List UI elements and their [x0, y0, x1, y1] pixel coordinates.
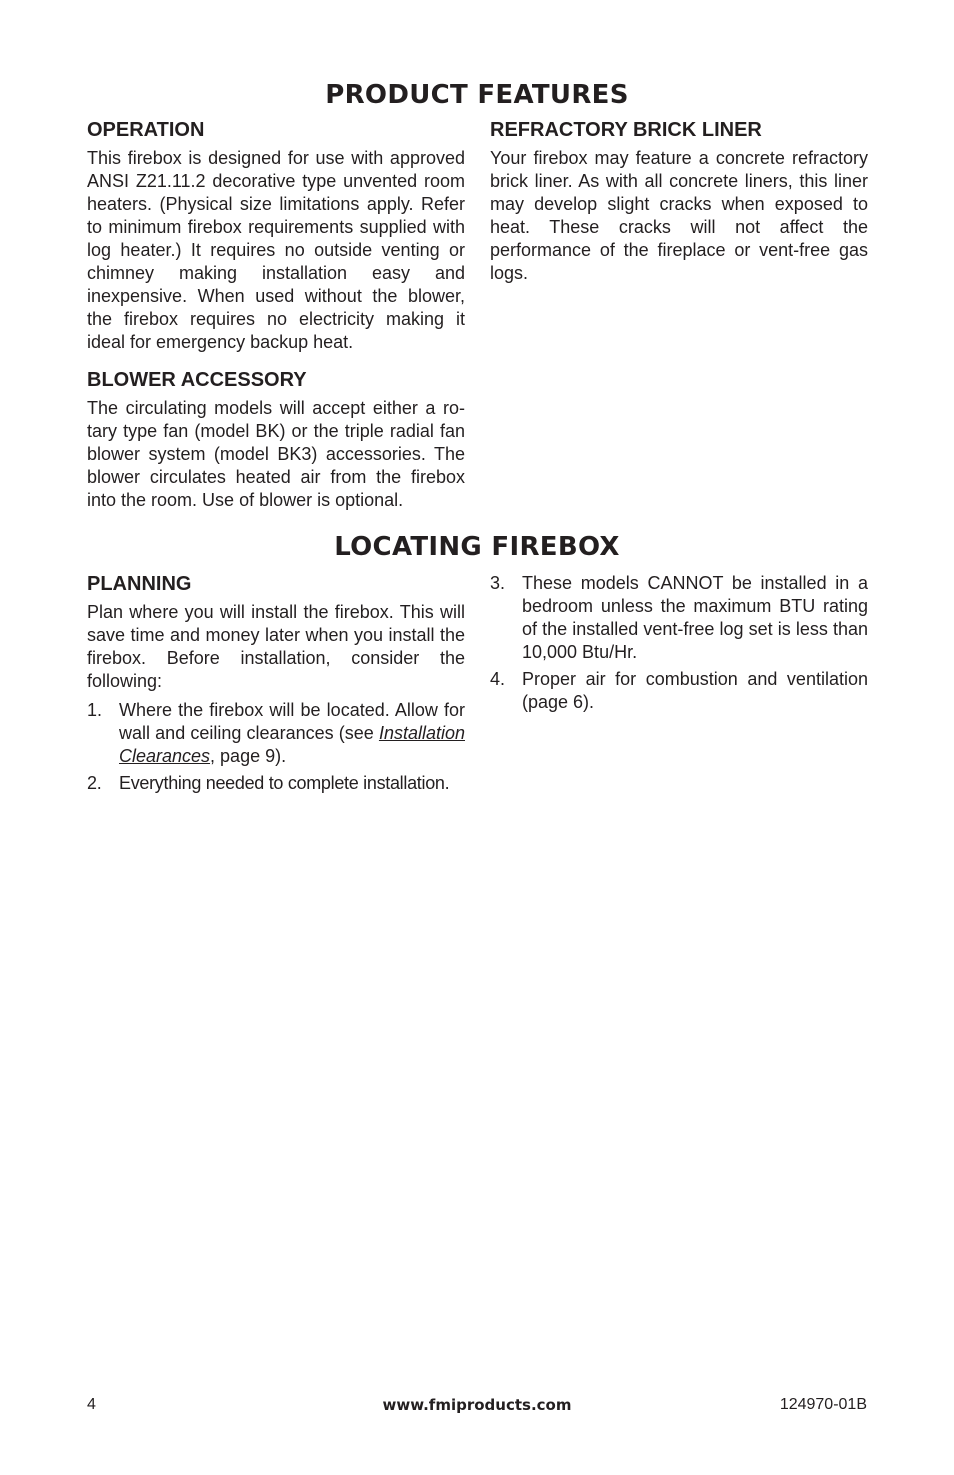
list-item-text: Proper air for combustion and ventilation (page 6).: [522, 669, 868, 712]
list-item-text: These models CANNOT be installed in a bedroom unless the maximum BTU rating of the installed vent-free log set is less than 10,000 Btu/Hr.: [522, 573, 868, 662]
blower-accessory-heading: BLOWER ACCESSORY: [87, 369, 307, 391]
list-item: [490, 572, 868, 664]
list-item: [87, 699, 465, 768]
list-item-text-after: , page 9).: [210, 746, 287, 766]
operation-heading: OPERATION: [87, 119, 205, 141]
left-column-locating: [87, 572, 465, 799]
document-number: 124970-01B: [779, 1396, 867, 1413]
planning-list-left: [87, 699, 465, 795]
left-column-features: [87, 118, 465, 526]
list-item-number: 4.: [490, 669, 506, 689]
right-column-locating: [490, 572, 868, 718]
blower-accessory-body: The circulating models will accept either a rotary type fan (model BK) or the triple radial fan blower system (model BK3) accessories. The blower circulates heated air from the firebox into the room. Use of blower is optional.: [87, 398, 465, 510]
right-column-features: [490, 118, 868, 299]
locating-firebox-title: LOCATING FIREBOX: [334, 532, 620, 562]
refractory-heading: REFRACTORY BRICK LINER: [490, 119, 762, 141]
page-number: 4: [87, 1396, 96, 1413]
blower-accessory-section: [87, 368, 465, 512]
refractory-body: Your firebox may feature a concrete refractory brick liner. As with all concrete liners, this liner may develop slight cracks when exposed to heat. These cracks will not affect the performance of the fireplace or vent-free gas logs.: [490, 148, 868, 283]
list-item-number: 3.: [490, 573, 506, 593]
planning-list-right: [490, 572, 868, 714]
operation-body: This firebox is designed for use with approved ANSI Z21.11.2 decorative type unvented room heaters. (Physical size limitations apply. Refer to minimum firebox requirements supplied with log heater.) It requires no outside venting or chimney making installation easy and inexpensive. When used without the blower, the firebox requires no electricity making it ideal for emergency backup heat.: [87, 148, 465, 352]
refractory-section: [490, 118, 868, 285]
list-item-number: 1.: [87, 700, 103, 720]
list-item-text: Where the firebox will be located. Allow for wall and ceiling clearances (see: [119, 700, 465, 743]
planning-intro: Plan where you will install the firebox. This will save time and money later when you install the firebox. Before installation, consider the following:: [87, 602, 465, 691]
installation-clearances-link[interactable]: Installation Clearances: [119, 723, 465, 766]
product-features-title: PRODUCT FEATURES: [325, 80, 629, 110]
website-link[interactable]: www.fmiproducts.com: [382, 1396, 572, 1414]
list-item-number: 2.: [87, 773, 102, 793]
operation-section: [87, 118, 465, 354]
planning-heading: PLANNING: [87, 573, 192, 595]
list-item: [490, 668, 868, 714]
list-item-text: Everything needed to complete installation.: [119, 773, 450, 793]
list-item: [87, 772, 465, 795]
